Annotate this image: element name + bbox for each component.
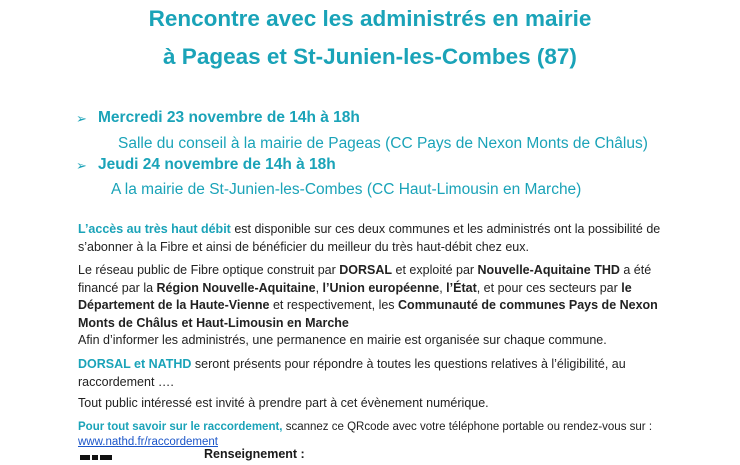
event-date: Jeudi 24 novembre de 14h à 18h [98, 156, 336, 173]
renseignement-label: Renseignement : [204, 447, 305, 461]
network-text: et respectivement, les [269, 298, 399, 312]
ue-name: l’Union européenne [322, 280, 440, 295]
qr-code-icon [80, 447, 114, 460]
dorsal-nathd-highlight: DORSAL et NATHD [78, 357, 192, 371]
department-name: le Département de la Haute-Vienne [78, 280, 632, 312]
paragraph-presence [78, 356, 690, 391]
network-text: , [439, 280, 447, 295]
nathd-name: Nouvelle-Aquitaine THD [477, 263, 620, 277]
communities-name: Communauté de communes Pays de Nexon Monts de Châlus et Haut-Limousin en Marche [78, 298, 658, 330]
network-text: Le réseau public de Fibre optique construit par [78, 263, 340, 277]
paragraph-public: Tout public intéressé est invité à prendre part à cet évènement numérique. [78, 396, 489, 410]
event-date: Mercredi 23 novembre de 14h à 18h [98, 109, 360, 126]
event-place: Salle du conseil à la mairie de Pageas (CC Pays de Nexon Monts de Châlus) [118, 135, 648, 152]
network-text: , et pour ces secteurs par [476, 280, 622, 295]
network-text: , [315, 280, 323, 295]
paragraph-qrcode [78, 420, 690, 450]
arrow-bullet-icon: ➢ [76, 158, 87, 173]
access-text: est disponible sur ces deux communes et les administrés ont la possibilité de s’abonner à la Fibre et ainsi de bénéficier du meilleur du très haut-débit chez eux. [78, 222, 661, 254]
dorsal-name: DORSAL [339, 263, 393, 277]
raccordement-highlight: Pour tout savoir sur le raccordement, [78, 421, 283, 433]
network-text: et exploité par [392, 263, 478, 277]
region-name: Région Nouvelle-Aquitaine [156, 280, 316, 295]
access-highlight: L’accès au très haut débit [78, 222, 231, 236]
title-line-1: Rencontre avec les administrés en mairie [148, 6, 592, 31]
qrcode-text: scannez ce QRcode avec votre téléphone portable ou rendez-vous sur : [282, 421, 653, 433]
paragraph-network [78, 262, 690, 332]
event-place: A la mairie de St-Junien-les-Combes (CC Haut-Limousin en Marche) [111, 181, 582, 198]
presence-text: seront présents pour répondre à toutes les questions relatives à l’éligibilité, au raccordement …. [78, 357, 626, 389]
paragraph-inform: Afin d’informer les administrés, une permanence en mairie est organisée sur chaque commune. [78, 333, 607, 347]
paragraph-access [78, 221, 690, 256]
raccordement-link[interactable]: www.nathd.fr/raccordement [78, 436, 218, 448]
etat-name: l’État [446, 280, 477, 295]
title-line-2: à Pageas et St-Junien-les-Combes (87) [163, 44, 577, 69]
arrow-bullet-icon: ➢ [76, 111, 87, 126]
network-text: a été financé par la [78, 263, 652, 295]
